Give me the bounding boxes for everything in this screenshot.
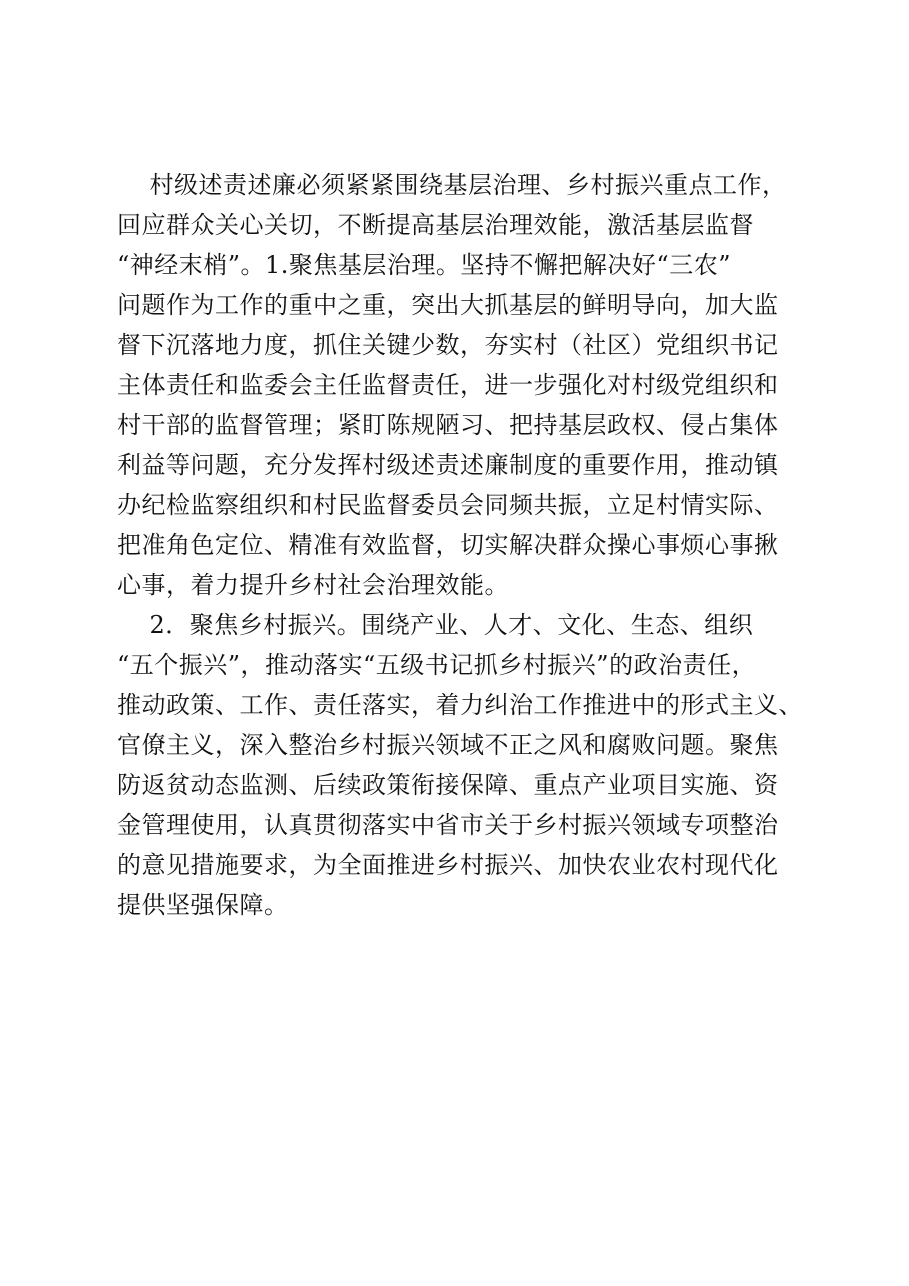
paragraph-line: 2．聚焦乡村振兴。围绕产业、人才、文化、生态、组织 xyxy=(117,611,754,639)
document-body xyxy=(117,165,817,925)
paragraph-line: “神经末梢”。1.聚焦基层治理。坚持不懈把解决好“三农” xyxy=(117,251,731,279)
paragraph-line: 督下沉落地力度，抓住关键少数，夯实村（社区）党组织书记 xyxy=(117,331,779,359)
paragraph-line: 利益等问题，充分发挥村级述责述廉制度的重要作用，推动镇 xyxy=(117,451,779,479)
paragraph-line: 的意见措施要求，为全面推进乡村振兴、加快农业农村现代化 xyxy=(117,851,779,879)
paragraph-line: 把准角色定位、精准有效监督，切实解决群众操心事烦心事揪 xyxy=(117,531,779,559)
paragraph-line: 提供坚强保障。 xyxy=(117,891,289,919)
paragraph-line: 推动政策、工作、责任落实，着力纠治工作推进中的形式主义、 xyxy=(117,691,803,719)
paragraph-line: 主体责任和监委会主任监督责任，进一步强化对村级党组织和 xyxy=(117,371,779,399)
paragraph-line: 回应群众关心关切，不断提高基层治理效能，激活基层监督 xyxy=(117,211,754,239)
paragraph-line: 村干部的监督管理；紧盯陈规陋习、把持基层政权、侵占集体 xyxy=(117,411,779,439)
paragraph-line: 问题作为工作的重中之重，突出大抓基层的鲜明导向，加大监 xyxy=(117,291,779,319)
paragraph-line: 心事，着力提升乡村社会治理效能。 xyxy=(117,571,509,599)
paragraph-line: 防返贫动态监测、后续政策衔接保障、重点产业项目实施、资 xyxy=(117,771,779,799)
paragraph-line: 官僚主义，深入整治乡村振兴领域不正之风和腐败问题。聚焦 xyxy=(117,731,779,759)
paragraph-2 xyxy=(117,605,817,925)
paragraph-line: 金管理使用，认真贯彻落实中省市关于乡村振兴领域专项整治 xyxy=(117,811,779,839)
paragraph-line: “五个振兴”，推动落实“五级书记抓乡村振兴”的政治责任， xyxy=(117,651,757,679)
paragraph-line: 办纪检监察组织和村民监督委员会同频共振，立足村情实际、 xyxy=(117,491,779,519)
paragraph-1 xyxy=(117,165,817,605)
paragraph-line: 村级述责述廉必须紧紧围绕基层治理、乡村振兴重点工作， xyxy=(117,171,787,199)
